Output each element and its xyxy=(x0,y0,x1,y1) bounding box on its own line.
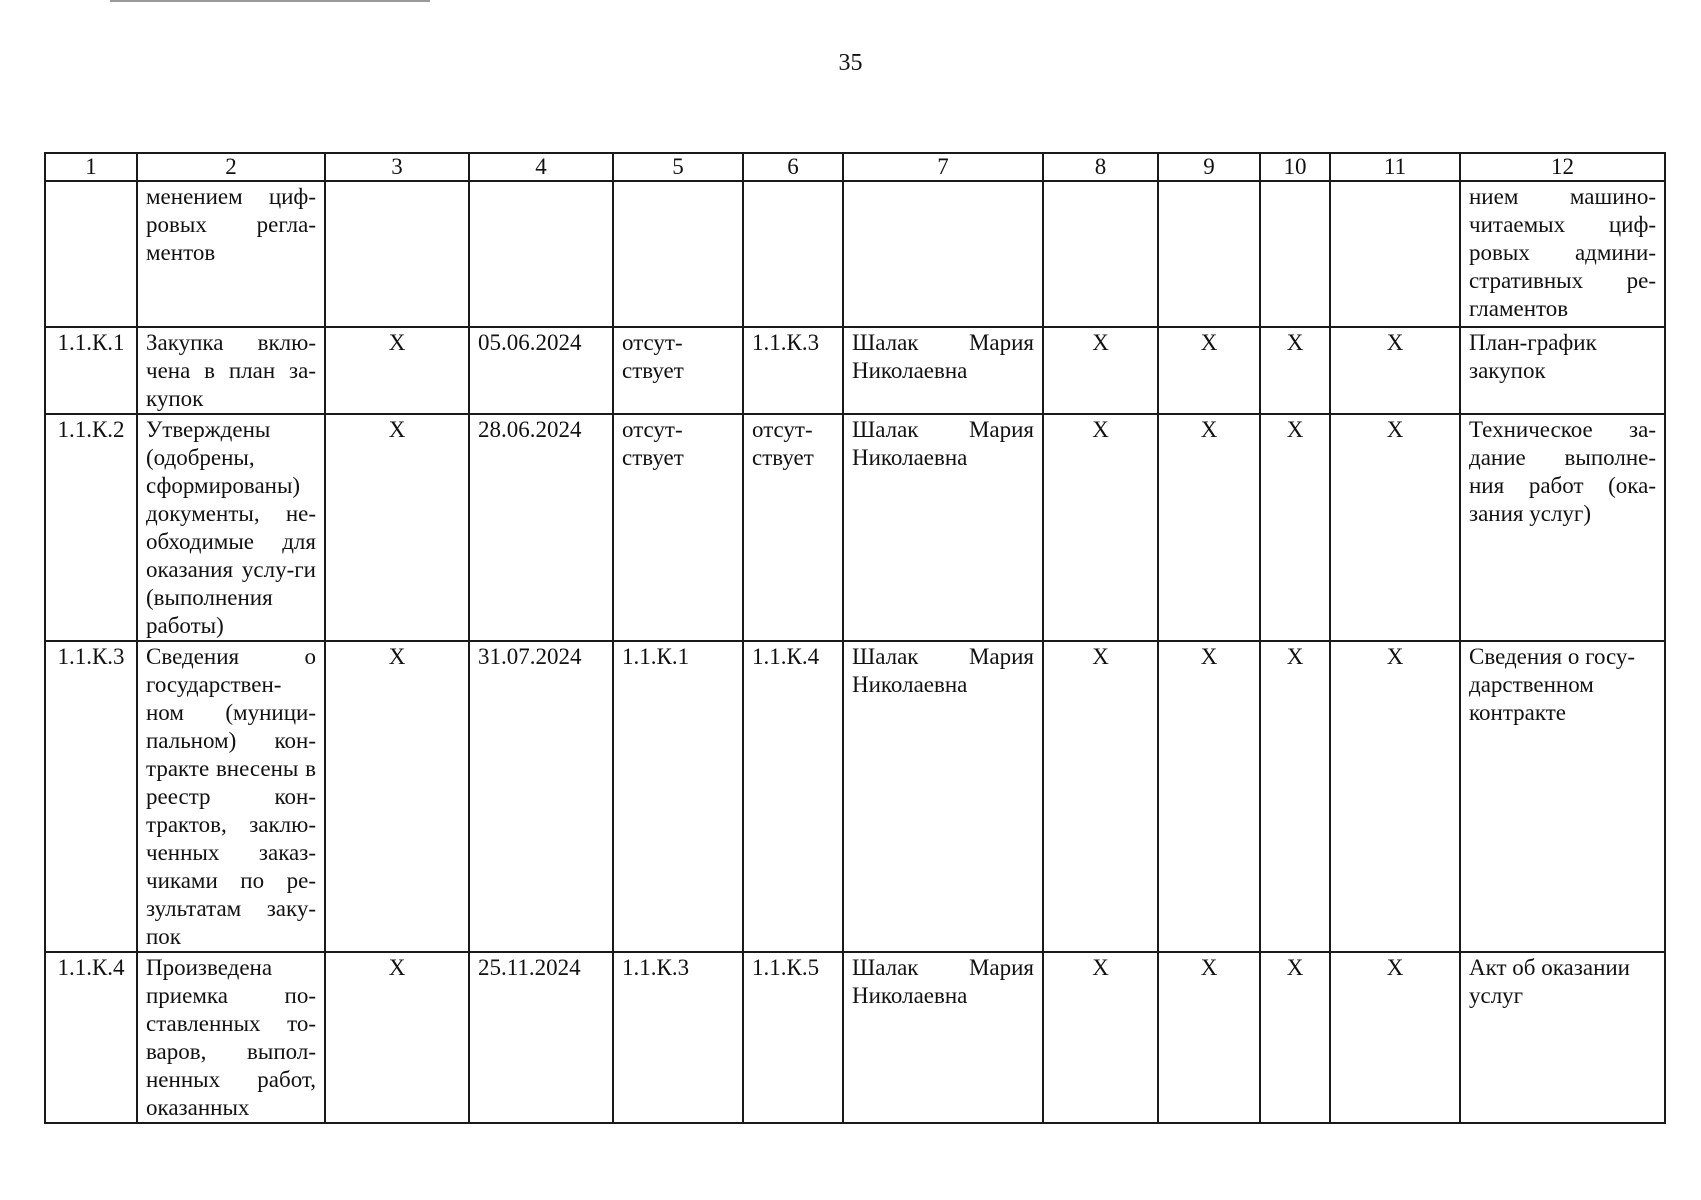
cell-responsible: Шалак Мария Николаевна xyxy=(843,414,1043,641)
cell-predecessor: 1.1.К.3 xyxy=(613,952,743,1123)
cell-col3: X xyxy=(325,327,469,414)
cell-date: 28.06.2024 xyxy=(469,414,613,641)
header-cell-4: 4 xyxy=(469,153,613,181)
cell-code: 1.1.К.2 xyxy=(45,414,137,641)
control-points-table xyxy=(44,152,1666,1124)
cell-responsible: Шалак Мария Николаевна xyxy=(843,952,1043,1123)
cell-col9: X xyxy=(1158,414,1260,641)
cell-col8: X xyxy=(1043,327,1158,414)
cell-document: План-график закупок xyxy=(1460,327,1665,414)
cell-col10 xyxy=(1260,181,1330,327)
cell-col11: X xyxy=(1330,641,1460,952)
cell-col11: X xyxy=(1330,952,1460,1123)
cell-col10: X xyxy=(1260,414,1330,641)
cell-responsible: Шалак Мария Николаевна xyxy=(843,327,1043,414)
cell-col3: X xyxy=(325,414,469,641)
cell-col8: X xyxy=(1043,414,1158,641)
header-cell-10: 10 xyxy=(1260,153,1330,181)
cell-col11 xyxy=(1330,181,1460,327)
cell-successor: отсут-ствует xyxy=(743,414,843,641)
cell-date: 05.06.2024 xyxy=(469,327,613,414)
header-cell-8: 8 xyxy=(1043,153,1158,181)
header-cell-6: 6 xyxy=(743,153,843,181)
cell-responsible xyxy=(843,181,1043,327)
cell-description: Закупка вклю-чена в план за-купок xyxy=(137,327,325,414)
cell-description: Утверждены (одобрены, сформированы) документы, не-обходимые для оказания услу-ги (выполнения работы) xyxy=(137,414,325,641)
cell-col10: X xyxy=(1260,952,1330,1123)
cell-document: Техническое за-дание выполне-ния работ (ока-зания услуг) xyxy=(1460,414,1665,641)
table-row xyxy=(45,414,1665,641)
cell-document: Акт об оказании услуг xyxy=(1460,952,1665,1123)
cell-date: 25.11.2024 xyxy=(469,952,613,1123)
cell-description: Сведения о государствен-ном (муници-пальном) кон-тракте внесены в реестр кон-трактов, заклю-ченных заказ-чиками по ре-зультатам заку-пок xyxy=(137,641,325,952)
cell-responsible: Шалак Мария Николаевна xyxy=(843,641,1043,952)
cell-successor: 1.1.К.4 xyxy=(743,641,843,952)
cell-code: 1.1.К.4 xyxy=(45,952,137,1123)
cell-col10: X xyxy=(1260,327,1330,414)
cell-col3 xyxy=(325,181,469,327)
cell-predecessor: отсут-ствует xyxy=(613,327,743,414)
cell-col9: X xyxy=(1158,327,1260,414)
header-cell-7: 7 xyxy=(843,153,1043,181)
cell-col9: X xyxy=(1158,641,1260,952)
cell-col9 xyxy=(1158,181,1260,327)
page-number: 35 xyxy=(838,50,863,76)
cell-predecessor: 1.1.К.1 xyxy=(613,641,743,952)
cell-col3: X xyxy=(325,641,469,952)
cell-predecessor xyxy=(613,181,743,327)
cell-description: менением циф-ровых регла-ментов xyxy=(137,181,325,327)
header-cell-12: 12 xyxy=(1460,153,1665,181)
header-cell-1: 1 xyxy=(45,153,137,181)
table-row xyxy=(45,952,1665,1123)
table-row xyxy=(45,641,1665,952)
table-row xyxy=(45,327,1665,414)
header-cell-9: 9 xyxy=(1158,153,1260,181)
cell-col3: X xyxy=(325,952,469,1123)
cell-col10: X xyxy=(1260,641,1330,952)
header-cell-11: 11 xyxy=(1330,153,1460,181)
table-row-continuation xyxy=(45,181,1665,327)
cell-date xyxy=(469,181,613,327)
cell-col8: X xyxy=(1043,641,1158,952)
cell-successor xyxy=(743,181,843,327)
cell-col11: X xyxy=(1330,327,1460,414)
cell-predecessor: отсут-ствует xyxy=(613,414,743,641)
scan-edge-mark xyxy=(110,0,430,2)
header-cell-5: 5 xyxy=(613,153,743,181)
cell-successor: 1.1.К.3 xyxy=(743,327,843,414)
cell-successor: 1.1.К.5 xyxy=(743,952,843,1123)
cell-code: 1.1.К.3 xyxy=(45,641,137,952)
cell-document: нием машино-читаемых циф-ровых админи-стративных ре-гламентов xyxy=(1460,181,1665,327)
header-cell-3: 3 xyxy=(325,153,469,181)
header-cell-2: 2 xyxy=(137,153,325,181)
cell-col9: X xyxy=(1158,952,1260,1123)
cell-code xyxy=(45,181,137,327)
cell-description: Произведена приемка по-ставленных то-варов, выпол-ненных работ, оказанных xyxy=(137,952,325,1123)
cell-document: Сведения о госу-дарственном контракте xyxy=(1460,641,1665,952)
cell-col8: X xyxy=(1043,952,1158,1123)
cell-code: 1.1.К.1 xyxy=(45,327,137,414)
cell-col11: X xyxy=(1330,414,1460,641)
cell-date: 31.07.2024 xyxy=(469,641,613,952)
cell-col8 xyxy=(1043,181,1158,327)
header-row xyxy=(45,153,1665,181)
